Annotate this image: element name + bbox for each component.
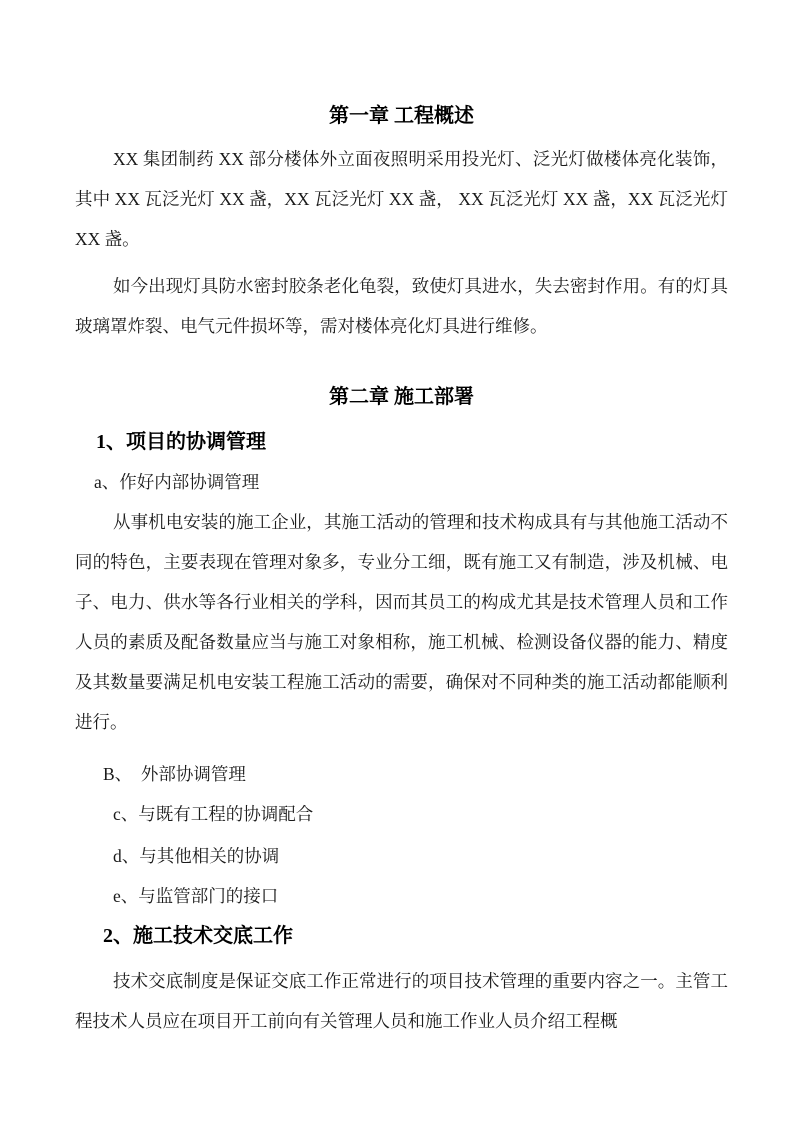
section2-heading: 2、施工技术交底工作 — [103, 925, 293, 947]
list-item-c: c、与既有工程的协调配合 — [113, 804, 314, 824]
chapter1-title: 第一章 工程概述 — [329, 105, 474, 127]
chapter2-title: 第二章 施工部署 — [329, 386, 474, 408]
section1-heading: 1、项目的协调管理 — [96, 431, 266, 453]
list-item-e: e、与监管部门的接口 — [113, 886, 279, 906]
list-item-a: a、作好内部协调管理 — [94, 472, 260, 492]
chapter1-paragraph-2: 如今出现灯具防水密封胶条老化龟裂，致使灯具进水，失去密封作用。有的灯具玻璃罩炸裂、电气元件损坏等，需对楼体亮化灯具进行维修。 — [75, 276, 728, 336]
list-item-d: d、与其他相关的协调 — [113, 846, 280, 866]
page-content — [75, 0, 728, 1041]
section1-paragraph: 从事机电安装的施工企业，其施工活动的管理和技术构成具有与其他施工活动不同的特色，主要表现在管理对象多，专业分工细，既有施工又有制造，涉及机械、电子、电力、供水等各行业相关的学科，因而其员工的构成尤其是技术管理人员和工作人员的素质及配备数量应当与施工对象相称，施工机械、检测设备仪器的能力、精度及其数量要满足机电安装工程施工活动的需要，确保对不同种类的施工活动都能顺利进行。 — [75, 512, 728, 732]
list-item-b: B、 外部协调管理 — [103, 764, 246, 784]
chapter1-paragraph-1: XX 集团制药 XX 部分楼体外立面夜照明采用投光灯、泛光灯做楼体亮化装饰，其中 XX 瓦泛光灯 XX 盏，XX 瓦泛光灯 XX 盏， XX 瓦泛光灯 XX 盏，XX 瓦泛光灯 XX 盏。 — [75, 149, 728, 249]
section2-paragraph: 技术交底制度是保证交底工作正常进行的项目技术管理的重要内容之一。主管工程技术人员应在项目开工前向有关管理人员和施工作业人员介绍工程概 — [75, 971, 728, 1031]
